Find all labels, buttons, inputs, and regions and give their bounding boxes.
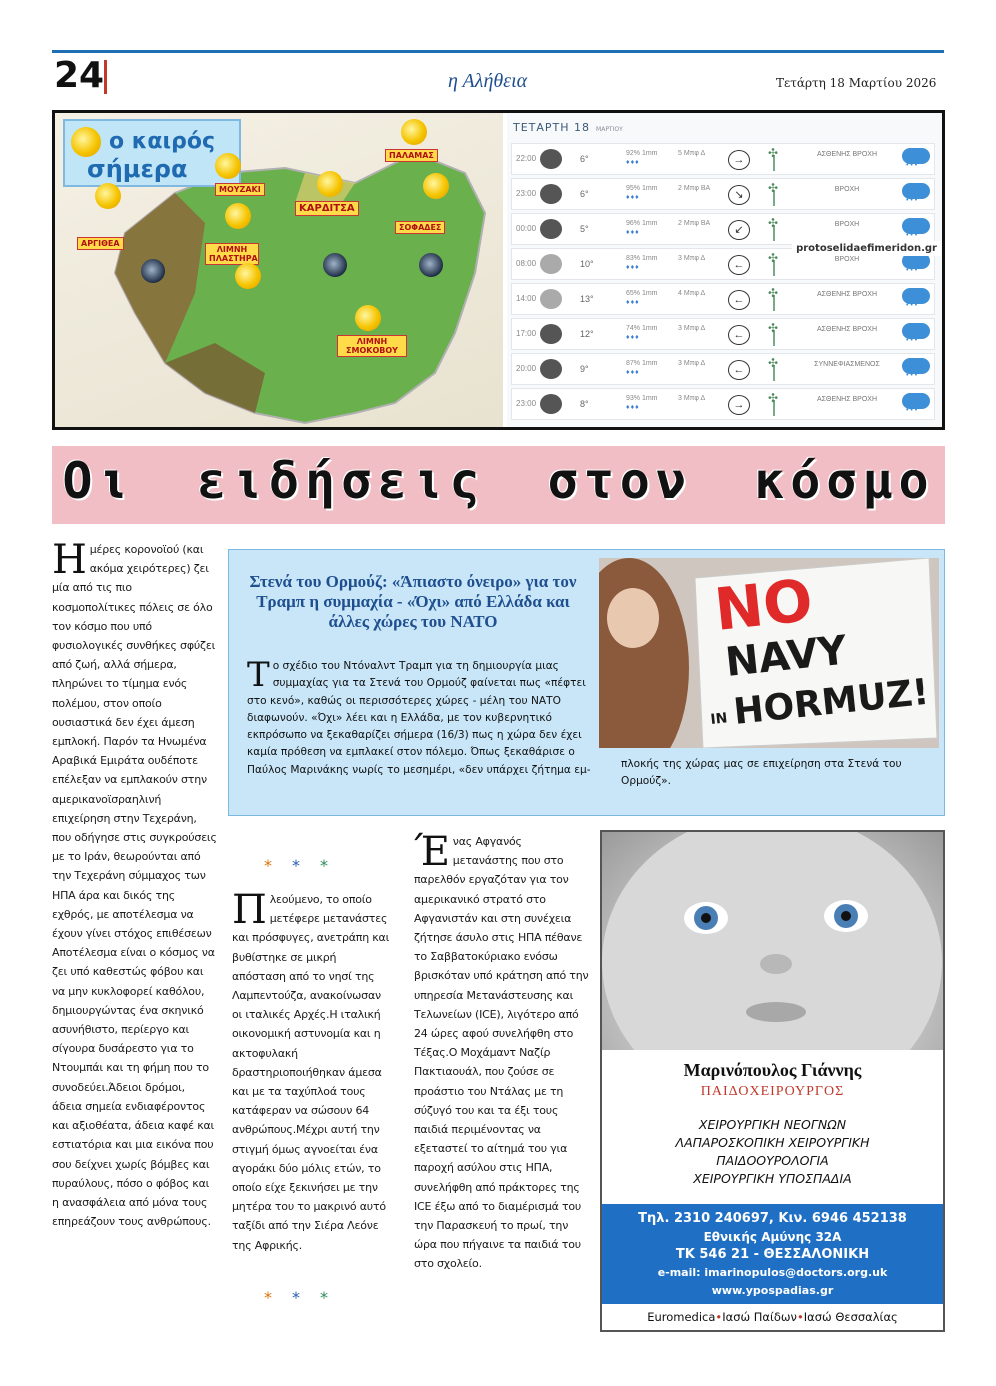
wind-turbine-icon xyxy=(766,184,782,206)
wind-direction-icon: ↙ xyxy=(728,220,750,240)
forecast-time: 14:00 xyxy=(516,294,537,303)
sun-cloud-icon xyxy=(215,153,241,179)
separator-stars-top xyxy=(264,856,348,875)
forecast-temp: 13° xyxy=(580,294,594,304)
star-orange: * xyxy=(264,856,292,875)
forecast-temp: 6° xyxy=(580,189,589,199)
wind-direction-icon: ← xyxy=(728,360,750,380)
city-label-plastira: ΛΙΜΝΗ ΠΛΑΣΤΗΡΑ xyxy=(205,243,259,265)
wind-turbine-icon xyxy=(766,254,782,276)
article-dubai-text: μέρες κορονοϊού (και ακόμα χειρότερες) ζει μία από τις πιο κοσμοπολίτικες πόλεις σε όλο τον κόσμο που υπό φυσιολογικές συνθήκες σφύζει από ζωή, αλλά σήμερα, πληρώνει το τίμημα ενός πολέμου, στον οποίο ουσιαστικά δεν έχει άμεση εμπλοκή. Παρόν τα Ηνωμένα Αραβικά Εμιράτα ουδέποτε επέλεξαν να εμπλακούν στην αμερικανοϊσραηλινή επιχείρηση στην Τεχεράνη, που οδήγησε στις συγκρούσεις με το Ιράν, θεωρούνται από την Τεχεράνη σύμμαχος των ΗΠΑ άρα και δικός της εχθρός, με αποτέλεσμα να έχουν γίνει στόχος επιθέσεων Αποτέλεσμα είναι ο κόσμος να ζει υπό καθεστώς φόβου και να μην κυκλοφορεί καθόλου, δημιουργώντας ένα σκηνικό ασυνήθιστο, περίεργο και σίγουρα δυσάρεστο για το Ντουμπάι και τη φήμη που το συνοδεύει.Άδειοι δρόμοι, άδεια σημεία ενδιαφέροντος και αξιοθέατα, άδεια καφέ και εστιατόρια και μια εικόνα που σου δείχνει χωρίς βόμβες και πυραύλους, πόσο ο φόβος και η ανασφάλεια από μόνα τους επηρεάζουν τους ανθρώπους. xyxy=(52,543,217,1229)
wind-turbine-icon xyxy=(766,324,782,346)
weather-map xyxy=(55,113,503,427)
sign-word-navy: NAVY xyxy=(723,627,850,686)
protest-photo xyxy=(599,558,939,748)
sun-cloud-icon xyxy=(317,171,343,197)
baby-face-image xyxy=(602,832,943,1050)
wind-direction-icon: → xyxy=(728,395,750,415)
cloud-cover-icon xyxy=(540,324,562,344)
weather-logo xyxy=(63,119,241,187)
sun-cloud-icon xyxy=(355,305,381,331)
clinic-list: Euromedica•Ιασώ Παίδων•Ιασώ Θεσσαλίας xyxy=(647,1310,898,1324)
wind-turbine-icon xyxy=(766,149,782,171)
forecast-temp: 12° xyxy=(580,329,594,339)
forecast-wind: 2 Μπφ ΒΑ xyxy=(678,185,711,192)
feature-body-text: ο σχέδιο του Ντόναλντ Τραμπ για τη δημιουργία μιας συμμαχίας για τα Στενά του Ορμούζ φαίνεται πως «πέφτει στο κενό», καθώς οι περισσότερες χώρες - μέλη του ΝΑΤΟ διαφωνούν. «Όχι» λέει και η Ελλάδα, με τον κυβερνητικό εκπρόσωπο να ξεκαθαρίζει σήμερα (16/3) πως η χώρα δεν έχει καμία πρόθεση να εμπλακεί στον πόλεμο. Όπως ξεκαθάρισε ο Παύλος Μαρινάκης νωρίς το μεσημέρι, «δεν υπάρχει ζήτημα εμ- xyxy=(247,660,591,776)
night-cloud-icon xyxy=(419,253,443,277)
city-label-mouzaki: ΜΟΥΖΑΚΙ xyxy=(215,183,265,196)
forecast-humidity xyxy=(626,254,658,272)
forecast-time: 23:00 xyxy=(516,189,537,198)
clinic-iaso-thessalias: Ιασώ Θεσσαλίας xyxy=(803,1310,898,1324)
forecast-wind: 3 Μπφ Δ xyxy=(678,395,706,402)
doctor-name: Μαρινόπουλος Γιάννης xyxy=(683,1060,862,1080)
forecast-condition: ΒΡΟΧΗ xyxy=(834,221,860,228)
forecast-wind: 3 Μπφ Δ xyxy=(678,325,706,332)
drops-icon: ♦♦♦ xyxy=(626,369,640,376)
service-item: ΧΕΙΡΟΥΡΓΙΚΗ ΝΕΟΓΝΩΝ xyxy=(698,1117,847,1132)
cloud-cover-icon xyxy=(540,394,562,414)
wind-direction-icon: ↘ xyxy=(728,185,750,205)
forecast-row xyxy=(511,388,935,420)
forecast-wind: 2 Μπφ ΒΑ xyxy=(678,220,711,227)
email-link[interactable]: e-mail: imarinopulos@doctors.org.uk xyxy=(657,1266,888,1279)
forecast-wind: 4 Μπφ Δ xyxy=(678,290,706,297)
humidity-value: 93% 1mm xyxy=(626,395,658,402)
star-blue: * xyxy=(292,1288,320,1307)
humidity-value: 65% 1mm xyxy=(626,290,658,297)
street-address: Εθνικής Αμύνης 32Α xyxy=(703,1230,842,1244)
drops-icon: ♦♦♦ xyxy=(626,404,640,411)
forecast-time: 23:00 xyxy=(516,399,537,408)
source-credit: protoselidaefimeridon.gr xyxy=(792,241,941,256)
forecast-humidity xyxy=(626,394,658,412)
drops-icon: ♦♦♦ xyxy=(626,159,640,166)
cloud-cover-icon xyxy=(540,254,562,274)
sun-umbrella-icon xyxy=(71,127,101,157)
clinic-iaso-paidon: Ιασώ Παίδων xyxy=(722,1310,797,1324)
sun-cloud-icon xyxy=(235,263,261,289)
rain-cloud-icon xyxy=(902,288,930,304)
forecast-temp: 6° xyxy=(580,154,589,164)
star-orange: * xyxy=(264,1288,292,1307)
feature-box-hormuz xyxy=(228,549,945,816)
service-item: ΧΕΙΡΟΥΡΓΙΚΗ ΥΠΟΣΠΑΔΙΑ xyxy=(693,1171,852,1186)
forecast-humidity xyxy=(626,359,658,377)
city-label-sofades: ΣΟΦΑΔΕΣ xyxy=(395,221,445,234)
drops-icon: ♦♦♦ xyxy=(626,194,640,201)
drop-cap: Η xyxy=(52,537,87,583)
humidity-value: 74% 1mm xyxy=(626,325,658,332)
cloud-cover-icon xyxy=(540,359,562,379)
forecast-wind: 3 Μπφ Δ xyxy=(678,360,706,367)
separator-stars-bottom xyxy=(264,1288,348,1307)
wind-direction-icon: ← xyxy=(728,255,750,275)
drops-icon: ♦♦♦ xyxy=(626,229,640,236)
wind-direction-icon: ← xyxy=(728,325,750,345)
forecast-temp: 9° xyxy=(580,364,589,374)
humidity-value: 96% 1mm xyxy=(626,220,658,227)
humidity-value: 92% 1mm xyxy=(626,150,658,157)
sign-word-in: IN xyxy=(709,710,729,728)
forecast-wind: 3 Μπφ Δ xyxy=(678,255,706,262)
feature-continuation: πλοκής της χώρας μας σε επιχείρηση στα Στενά του Ορμούζ». xyxy=(621,758,902,787)
sign-word-hormuz: HORMUZ! xyxy=(731,671,931,733)
night-cloud-icon xyxy=(141,259,165,283)
forecast-humidity xyxy=(626,184,658,202)
forecast-wind: 5 Μπφ Δ xyxy=(678,150,706,157)
article-afghan-migrant xyxy=(414,829,590,1274)
moon-icon xyxy=(323,253,347,277)
star-green: * xyxy=(320,1288,348,1307)
baby-photo xyxy=(602,832,943,1050)
city-label-palamas: ΠΑΛΑΜΑΣ xyxy=(385,149,438,162)
sign-word-no: NO xyxy=(711,566,816,644)
forecast-day: ΤΕΤΑΡΤΗ 18 xyxy=(513,121,591,134)
article-dubai xyxy=(52,537,218,1231)
forecast-row xyxy=(511,143,935,175)
forecast-condition: ΑΣΘΕΝΗΣ ΒΡΟΧΗ xyxy=(817,326,877,333)
drop-cap: Έ xyxy=(414,829,450,875)
forecast-row xyxy=(511,283,935,315)
cloud-cover-icon xyxy=(540,149,562,169)
cloud-cover-icon xyxy=(540,289,562,309)
sun-cloud-icon xyxy=(401,119,427,145)
humidity-value: 95% 1mm xyxy=(626,185,658,192)
rain-cloud-icon xyxy=(902,323,930,339)
article-afghan-text: νας Αφγανός μετανάστης που στο παρελθόν εργαζόταν για τον αμερικανικό στρατό στο Αφγανιστάν και στη συνέχεια ζήτησε άσυλο στις ΗΠΑ πέθανε το Σαββατοκύριακο ενόσω βρισκόταν υπό κράτηση από την υπηρεσία Μετανάστευσης και Τελωνείων (ICE), λιγότερο από 24 ώρες αφού συνελήφθη στο Τέξας.Ο Μοχάμαντ Ναζίρ Πακτιαουάλ, που ζούσε σε προάστιο του Ντάλας με τη σύζυγό του και τα έξι τους παιδιά περιμένοντας να εξεταστεί το αίτημά του για παροχή ασύλου στις ΗΠΑ, συνελήφθη από πράκτορες της ICE έξω από το διαμέρισμά του την Παρασκευή το πρωί, την ώρα που πήγαινε τα παιδιά του στο σχολείο. xyxy=(414,835,589,1271)
page-number: 24 xyxy=(54,55,105,96)
forecast-time: 08:00 xyxy=(516,259,537,268)
forecast-time: 22:00 xyxy=(516,154,537,163)
wind-turbine-icon xyxy=(766,359,782,381)
header-rule xyxy=(52,50,944,53)
forecast-title xyxy=(513,121,623,134)
doctor-specialty: ΠΑΙΔΟΧΕΙΡΟΥΡΓΟΣ xyxy=(700,1084,845,1099)
humidity-value: 83% 1mm xyxy=(626,255,658,262)
clinic-euromedica: Euromedica xyxy=(647,1310,716,1324)
forecast-temp: 10° xyxy=(580,259,594,269)
rain-cloud-icon xyxy=(902,183,930,199)
forecast-time: 00:00 xyxy=(516,224,537,233)
forecast-condition: ΒΡΟΧΗ xyxy=(834,256,860,263)
forecast-row xyxy=(511,353,935,385)
forecast-humidity xyxy=(626,219,658,237)
forecast-time: 17:00 xyxy=(516,329,537,338)
weather-logo-line2: σήμερα xyxy=(87,155,188,183)
hourly-forecast-table xyxy=(507,113,943,427)
forecast-condition: ΣΥΝΝΕΦΙΑΣΜΕΝΟΣ xyxy=(814,361,880,368)
phone-numbers: Τηλ. 2310 240697, Κιν. 6946 452138 xyxy=(638,1211,907,1226)
weather-panel xyxy=(52,110,945,430)
publication-date: Τετάρτη 18 Μαρτίου 2026 xyxy=(776,76,937,90)
sun-cloud-icon xyxy=(225,203,251,229)
section-banner xyxy=(52,446,945,524)
doctor-advertisement xyxy=(600,830,945,1332)
cloud-cover-icon xyxy=(540,184,562,204)
sun-cloud-icon xyxy=(423,173,449,199)
article-lampedusa-text: λεούμενο, το οποίο μετέφερε μετανάστες και πρόσφυγες, ανετράπη και βυθίστηκε σε μικρή απόσταση από το νησί της Λαμπεντούζα, ανακοίνωσαν οι ιταλικές Αρχές.Η ιταλική οικονομική αστυνομία και η ακτοφυλακή δραστηριοποιήθηκαν άμεσα και με τα ταχύπλοά τους κατάφεραν να σώσουν 64 ανθρώπους.Μέχρι αυτή την στιγμή όμως αγνοείται ένα αγοράκι δύο μόλις ετών, το οποίο είχε ξεκινήσει με την μητέρα του το μακρινό αυτό ταξίδι από την Σιέρα Λεόνε της Αφρικής. xyxy=(232,893,390,1252)
forecast-condition: ΑΣΘΕΝΗΣ ΒΡΟΧΗ xyxy=(817,291,877,298)
cloud-cover-icon xyxy=(540,219,562,239)
wind-direction-icon: → xyxy=(728,150,750,170)
star-blue: * xyxy=(292,856,320,875)
rain-cloud-icon xyxy=(902,358,930,374)
wind-turbine-icon xyxy=(766,219,782,241)
forecast-condition: ΒΡΟΧΗ xyxy=(834,186,860,193)
section-title: Οι ειδήσεις στον κόσμο xyxy=(62,452,935,510)
postal-city: ΤΚ 546 21 - ΘΕΣΣΑΛΟΝΙΚΗ xyxy=(675,1247,870,1262)
forecast-humidity xyxy=(626,324,658,342)
contact-block xyxy=(602,1204,943,1304)
forecast-temp: 5° xyxy=(580,224,589,234)
wind-direction-icon: ← xyxy=(728,290,750,310)
forecast-humidity xyxy=(626,289,658,307)
forecast-month: ΜΑΡΤΙΟΥ xyxy=(596,126,623,133)
sun-cloud-icon xyxy=(95,183,121,209)
masthead: η Αλήθεια xyxy=(448,70,528,92)
wind-turbine-icon xyxy=(766,289,782,311)
drops-icon: ♦♦♦ xyxy=(626,299,640,306)
rain-cloud-icon xyxy=(902,393,930,409)
page-number-bar xyxy=(104,60,107,94)
feature-headline: Στενά του Ορμούζ: «Άπιαστο όνειρο» για τον Τραμπ η συμμαχία - «Όχι» από Ελλάδα και άλλες χώρες του ΝΑΤΟ xyxy=(249,572,577,631)
city-label-argithea: ΑΡΓΙΘΕΑ xyxy=(77,237,124,250)
forecast-condition: ΑΣΘΕΝΗΣ ΒΡΟΧΗ xyxy=(817,396,877,403)
website-link[interactable]: www.ypospadias.gr xyxy=(711,1284,834,1297)
drops-icon: ♦♦♦ xyxy=(626,264,640,271)
article-lampedusa xyxy=(232,887,390,1255)
service-list xyxy=(602,1116,943,1188)
feature-body xyxy=(247,655,595,779)
drop-cap: Τ xyxy=(247,655,270,695)
forecast-temp: 8° xyxy=(580,399,589,409)
drop-cap: Π xyxy=(232,887,267,933)
forecast-condition: ΑΣΘΕΝΗΣ ΒΡΟΧΗ xyxy=(817,151,877,158)
service-item: ΠΑΙΔΟΟΥΡΟΛΟΓΙΑ xyxy=(716,1153,829,1168)
weather-logo-line1: ο καιρός xyxy=(109,129,215,154)
star-green: * xyxy=(320,856,348,875)
protest-sign-image xyxy=(599,558,939,748)
rain-cloud-icon xyxy=(902,218,930,234)
rain-cloud-icon xyxy=(902,148,930,164)
wind-turbine-icon xyxy=(766,394,782,416)
service-item: ΛΑΠΑΡΟΣΚΟΠΙΚΗ ΧΕΙΡΟΥΡΓΙΚΗ xyxy=(675,1135,870,1150)
forecast-row xyxy=(511,178,935,210)
forecast-humidity xyxy=(626,149,658,167)
city-label-smokovou: ΛΙΜΝΗ ΣΜΟΚΟΒΟΥ xyxy=(337,335,407,357)
drops-icon: ♦♦♦ xyxy=(626,334,640,341)
city-label-karditsa: ΚΑΡΔΙΤΣΑ xyxy=(295,201,359,216)
forecast-time: 20:00 xyxy=(516,364,537,373)
humidity-value: 87% 1mm xyxy=(626,360,658,367)
forecast-row xyxy=(511,318,935,350)
